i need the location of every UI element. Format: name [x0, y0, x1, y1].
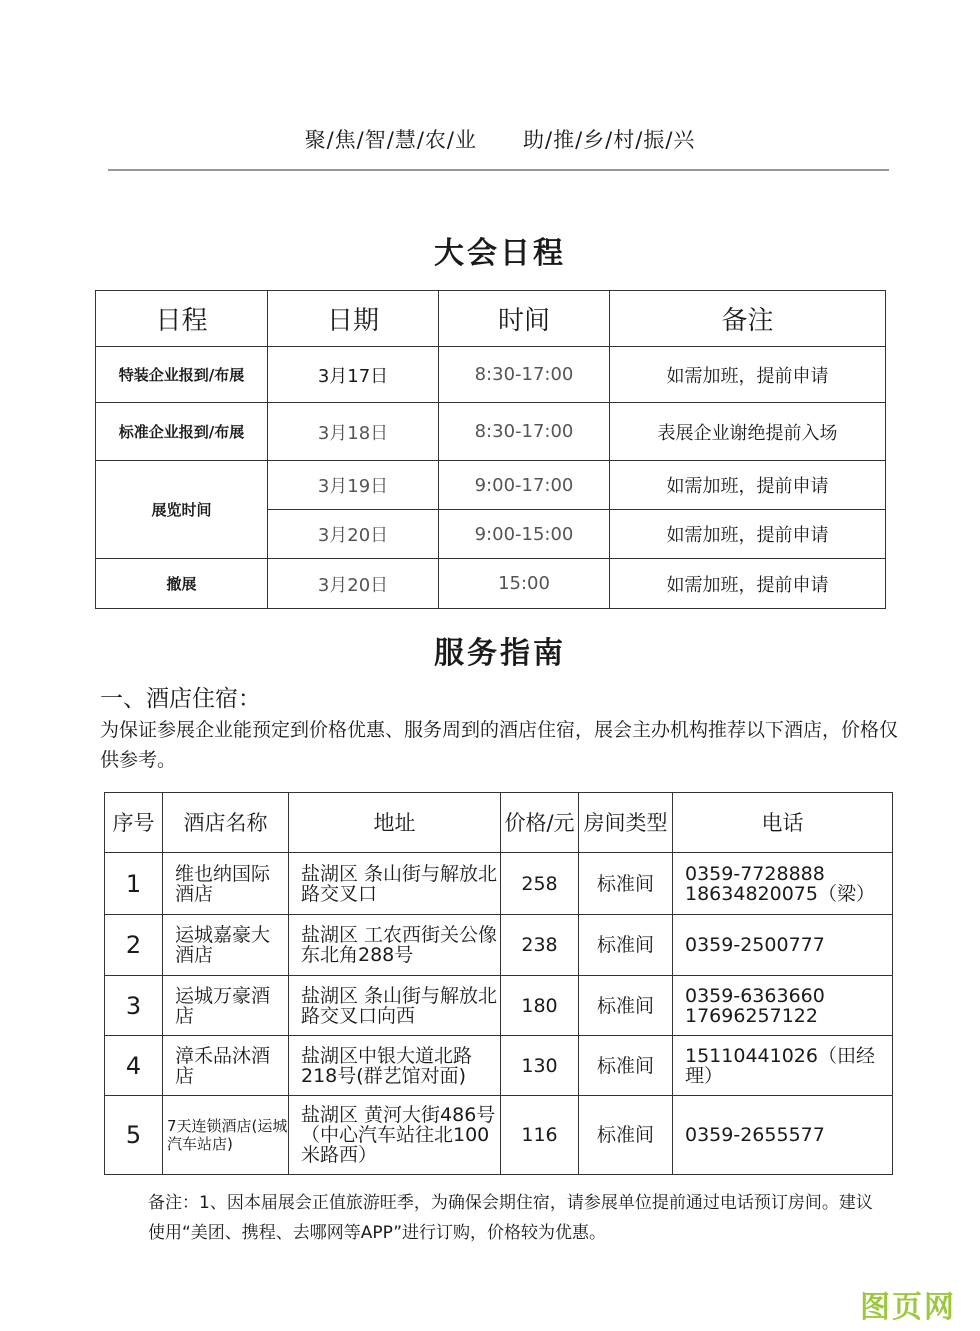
address-cell: 盐湖区 黄河大街486号（中心汽车站往北100米路西） — [289, 1096, 501, 1175]
price-cell: 130 — [501, 1036, 579, 1096]
note-cell: 如需加班，提前申请 — [610, 559, 886, 609]
item-cell: 撤展 — [96, 559, 268, 609]
number-cell: 4 — [105, 1036, 163, 1096]
item-cell: 特装企业报到/布展 — [96, 347, 268, 403]
hotel-name-cell: 运城嘉豪大酒店 — [163, 915, 289, 976]
price-cell: 116 — [501, 1096, 579, 1175]
note-cell: 如需加班，提前申请 — [610, 510, 886, 559]
date-cell: 3月17日 — [268, 347, 439, 403]
room-type-cell: 标准间 — [579, 853, 673, 915]
date-cell: 3月20日 — [268, 510, 439, 559]
table-header — [96, 291, 886, 347]
header-cell: 序号 — [105, 793, 163, 853]
item-cell: 展览时间 — [96, 461, 268, 559]
header-cell: 时间 — [439, 291, 610, 347]
note-cell: 如需加班，提前申请 — [610, 461, 886, 510]
table-row — [105, 1096, 893, 1175]
table-row — [96, 347, 886, 403]
service-title: 服务指南 — [434, 636, 566, 671]
phone-cell: 0359-7728888 18634820075（梁） — [673, 853, 893, 915]
schedule-title: 大会日程 — [434, 236, 566, 271]
note-cell: 如需加班，提前申请 — [610, 347, 886, 403]
header-cell: 备注 — [610, 291, 886, 347]
table-row — [105, 915, 893, 976]
price-cell: 258 — [501, 853, 579, 915]
phone-cell: 0359-6363660 17696257122 — [673, 976, 893, 1036]
header-cell: 房间类型 — [579, 793, 673, 853]
watermark-logo: 图页网 — [860, 1290, 956, 1325]
phone-cell: 15110441026（田经理） — [673, 1036, 893, 1096]
address-cell: 盐湖区 条山街与解放北路交叉口 — [289, 853, 501, 915]
section-subtitle: 一、酒店住宿： — [100, 686, 261, 712]
price-cell: 180 — [501, 976, 579, 1036]
address-cell: 盐湖区中银大道北路218号(群艺馆对面) — [289, 1036, 501, 1096]
hotel-table — [104, 792, 893, 1175]
header-cell: 酒店名称 — [163, 793, 289, 853]
header-cell: 电话 — [673, 793, 893, 853]
table-row — [96, 559, 886, 609]
header-cell: 日程 — [96, 291, 268, 347]
table-row — [105, 976, 893, 1036]
date-cell: 3月19日 — [268, 461, 439, 510]
time-cell: 9:00-17:00 — [439, 461, 610, 510]
table-row — [96, 403, 886, 461]
intro-text: 为保证参展企业能预定到价格优惠、服务周到的酒店住宿，展会主办机构推荐以下酒店，价格仅供参考。 — [100, 719, 899, 771]
time-cell: 15:00 — [439, 559, 610, 609]
number-cell: 2 — [105, 915, 163, 976]
price-cell: 238 — [501, 915, 579, 976]
number-cell: 1 — [105, 853, 163, 915]
number-cell: 5 — [105, 1096, 163, 1175]
time-cell: 8:30-17:00 — [439, 403, 610, 461]
table-header — [105, 793, 893, 853]
header-cell: 地址 — [289, 793, 501, 853]
time-cell: 9:00-15:00 — [439, 510, 610, 559]
schedule-table — [95, 290, 886, 609]
hotel-name-cell: 维也纳国际酒店 — [163, 853, 289, 915]
hotel-name-cell: 漳禾品沐酒店 — [163, 1036, 289, 1096]
note-cell: 表展企业谢绝提前入场 — [610, 403, 886, 461]
phone-cell: 0359-2655577 — [673, 1096, 893, 1175]
table-row — [96, 461, 886, 510]
room-type-cell: 标准间 — [579, 976, 673, 1036]
date-cell: 3月20日 — [268, 559, 439, 609]
header-cell: 日期 — [268, 291, 439, 347]
room-type-cell: 标准间 — [579, 915, 673, 976]
address-cell: 盐湖区 条山街与解放北路交叉口向西 — [289, 976, 501, 1036]
hotel-name-cell: 7天连锁酒店(运城汽车站店) — [163, 1096, 289, 1175]
table-row — [105, 853, 893, 915]
room-type-cell: 标准间 — [579, 1096, 673, 1175]
table-row — [105, 1036, 893, 1096]
room-type-cell: 标准间 — [579, 1036, 673, 1096]
phone-cell: 0359-2500777 — [673, 915, 893, 976]
time-cell: 8:30-17:00 — [439, 347, 610, 403]
divider — [108, 169, 889, 171]
date-cell: 3月18日 — [268, 403, 439, 461]
note-text: 备注：1、因本届展会正值旅游旺季，为确保会期住宿，请参展单位提前通过电话预订房间。建议使用“美团、携程、去哪网等APP”进行订购，价格较为优惠。 — [148, 1193, 873, 1243]
address-cell: 盐湖区 工农西街关公像东北角288号 — [289, 915, 501, 976]
hotel-name-cell: 运城万豪酒店 — [163, 976, 289, 1036]
header-cell: 价格/元 — [501, 793, 579, 853]
slogan: 聚/焦/智/慧/农/业 助/推/乡/村/振/兴 — [304, 128, 696, 152]
item-cell: 标准企业报到/布展 — [96, 403, 268, 461]
number-cell: 3 — [105, 976, 163, 1036]
